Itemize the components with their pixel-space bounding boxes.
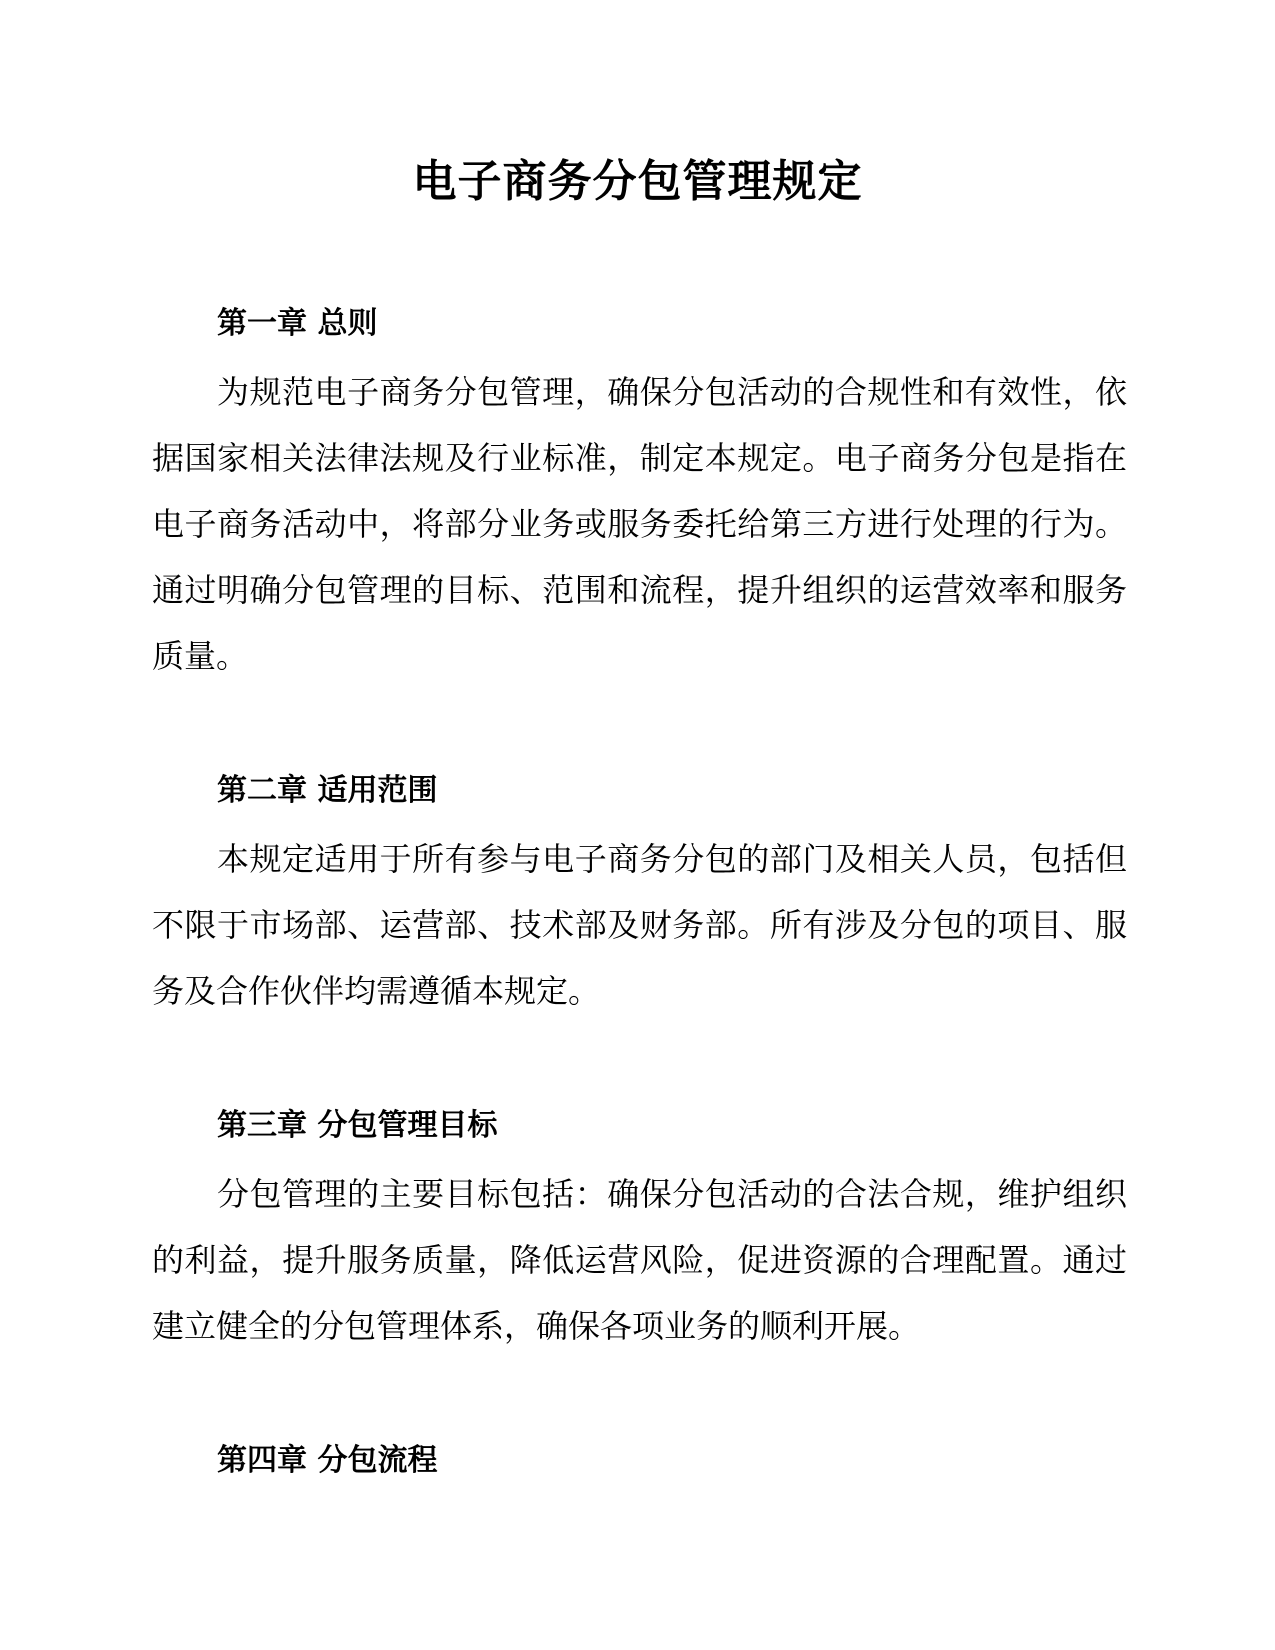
chapter-2-heading: 第二章 适用范围 [217, 773, 438, 808]
document-title: 电子商务分包管理规定 [412, 156, 863, 207]
chapter-2-body: 本规定适用于所有参与电子商务分包的部门及相关人员，包括但不限于市场部、运营部、技术部及财务部。所有涉及分包的项目、服务及合作伙伴均需遵循本规定。 [152, 840, 1127, 1010]
chapter-4-heading: 第四章 分包流程 [217, 1443, 438, 1478]
chapter-3-heading: 第三章 分包管理目标 [217, 1108, 498, 1143]
chapter-3-body: 分包管理的主要目标包括：确保分包活动的合法合规，维护组织的利益，提升服务质量，降低运营风险，促进资源的合理配置。通过建立健全的分包管理体系，确保各项业务的顺利开展。 [152, 1175, 1127, 1345]
chapter-1-body: 为规范电子商务分包管理，确保分包活动的合规性和有效性，依据国家相关法律法规及行业标准，制定本规定。电子商务分包是指在电子商务活动中，将部分业务或服务委托给第三方进行处理的行为。通过明确分包管理的目标、范围和流程，提升组织的运营效率和服务质量。 [152, 373, 1127, 675]
chapter-1-heading: 第一章 总则 [217, 306, 378, 341]
